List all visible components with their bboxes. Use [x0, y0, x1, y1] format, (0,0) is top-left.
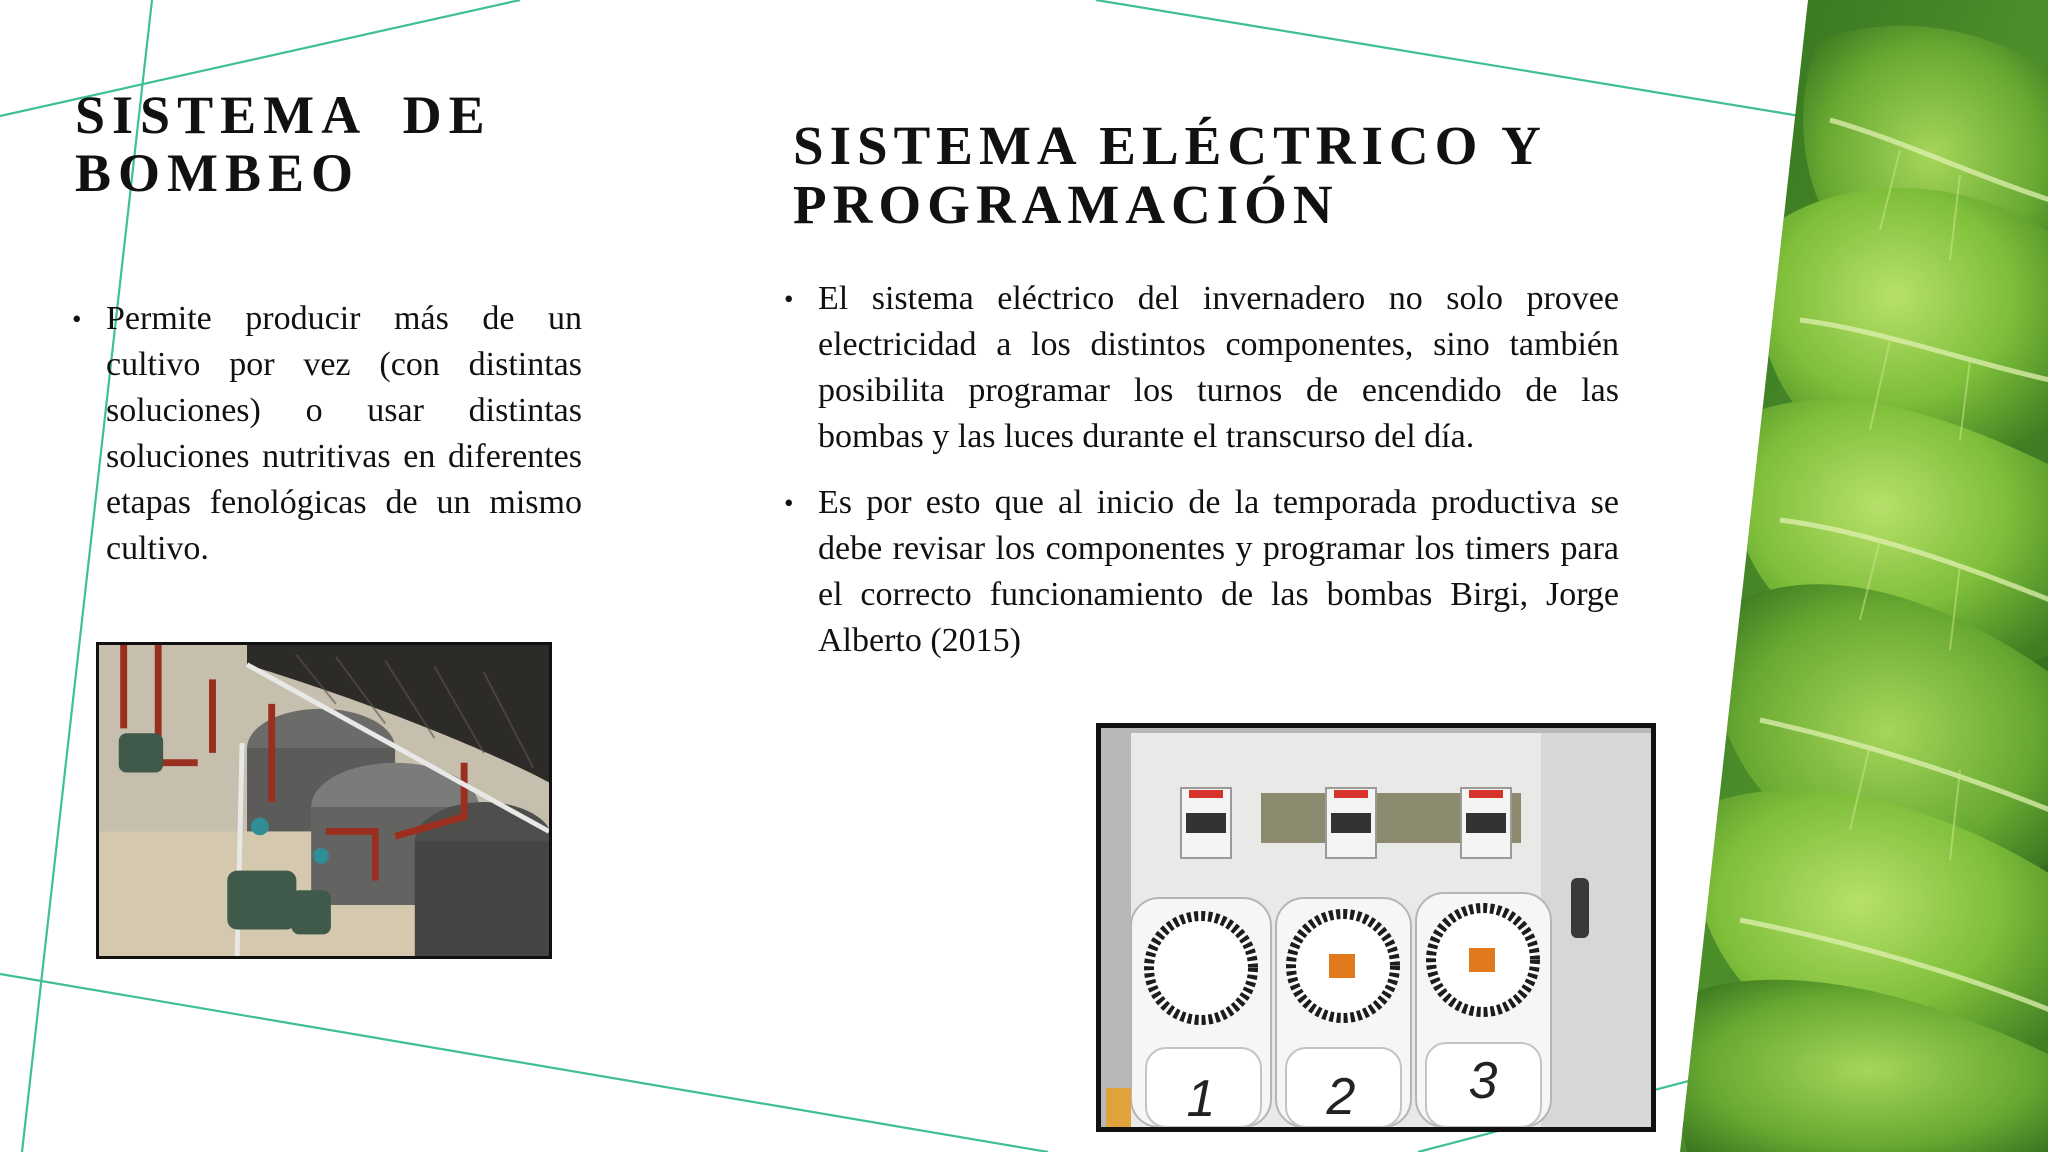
- right-bullet-1: • El sistema eléctrico del invernadero no solo provee electricidad a los distintos componentes, sino también posibilita programar los turnos de encendido de las bombas y las luces durante el transcurso del día.: [818, 276, 1619, 460]
- left-title-line-1: SISTEMA DE: [75, 85, 492, 145]
- right-title-line-1: SISTEMA ELÉCTRICO Y: [793, 115, 1547, 176]
- electrical-panel-photo: [1096, 723, 1656, 1132]
- timer-label-2: 2: [1326, 1068, 1356, 1126]
- right-section-title: [793, 116, 1547, 235]
- timer-label-1: 1: [1186, 1070, 1216, 1127]
- right-bullet-2: • Es por esto que al inicio de la temporada productiva se debe revisar los componentes y programar los timers para el correcto funcionamiento de las bombas Birgi, Jorge Alberto (2015): [818, 480, 1619, 664]
- left-section-title: [75, 86, 492, 203]
- timer-label-3: 3: [1468, 1052, 1498, 1110]
- right-bullet-list: [818, 276, 1619, 664]
- right-title-line-2: PROGRAMACIÓN: [793, 174, 1339, 236]
- left-bullet-list: [106, 296, 582, 572]
- pumping-system-photo: [96, 642, 552, 959]
- left-title-line-2: BOMBEO: [75, 143, 361, 204]
- left-bullet-1: • Permite producir más de un cultivo por vez (con distintas soluciones) o usar distintas soluciones nutritivas en diferentes etapas fenológicas de un mismo cultivo.: [106, 296, 582, 572]
